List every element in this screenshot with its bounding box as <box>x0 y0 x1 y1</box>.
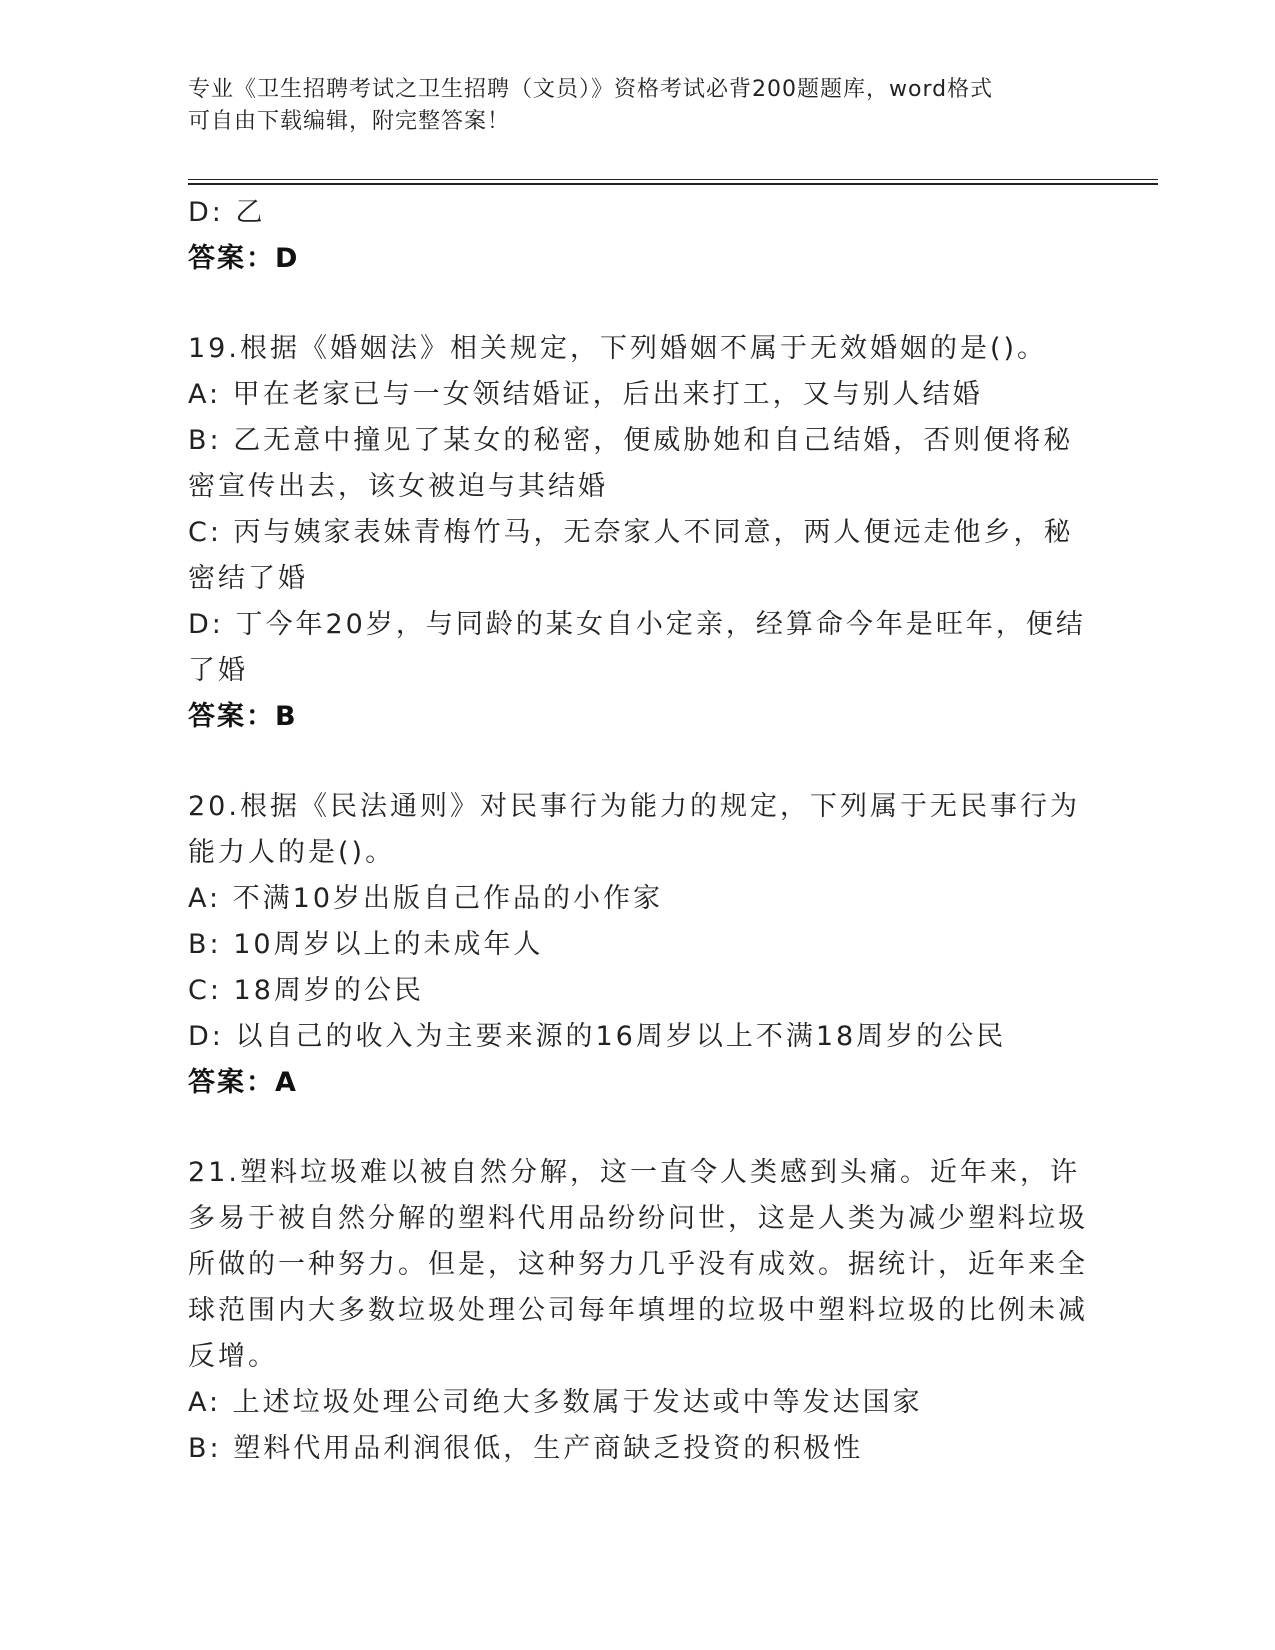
option-a: A: 甲在老家已与一女领结婚证，后出来打工，又与别人结婚 <box>188 379 983 410</box>
option-c: C: 18周岁的公民 <box>188 975 424 1006</box>
option-c: C: 丙与姨家表妹青梅竹马，无奈家人不同意，两人便远走他乡，秘密结了婚 <box>188 517 1074 594</box>
option-b: B: 10周岁以上的未成年人 <box>188 929 544 960</box>
option-b: B: 乙无意中撞见了某女的秘密，便威胁她和自己结婚，否则便将秘密宣传出去，该女被迫与其结婚 <box>188 425 1074 502</box>
header-title-line-1: 专业《卫生招聘考试之卫生招聘（文员）》资格考试必背200题题库，word格式 <box>188 77 994 102</box>
option-a: A: 上述垃圾处理公司绝大多数属于发达或中等发达国家 <box>188 1387 923 1418</box>
question-text: 21.塑料垃圾难以被自然分解，这一直令人类感到头痛。近年来，许多易于被自然分解的塑料代用品纷纷问世，这是人类为减少塑料垃圾所做的一种努力。但是，这种努力几乎没有成效。据统计，近年来全球范围内大多数垃圾处理公司每年填埋的垃圾中塑料垃圾的比例未减反增。 <box>188 1157 1088 1372</box>
question-block-20 <box>188 784 1088 1106</box>
question-text: 19.根据《婚姻法》相关规定，下列婚姻不属于无效婚姻的是()。 <box>188 333 1048 364</box>
header-divider-thin <box>188 179 1158 180</box>
page-header <box>188 74 1088 138</box>
question-block-previous <box>188 190 1088 282</box>
question-block-19 <box>188 326 1088 740</box>
option-d: D: 乙 <box>188 197 266 228</box>
option-a: A: 不满10岁出版自己作品的小作家 <box>188 883 664 914</box>
option-d: D: 丁今年20岁，与同龄的某女自小定亲，经算命今年是旺年，便结了婚 <box>188 609 1086 686</box>
question-content <box>188 190 1088 1472</box>
header-divider-thick <box>188 183 1158 185</box>
question-block-21 <box>188 1150 1088 1472</box>
answer-line: 答案：A <box>188 1067 298 1098</box>
header-title-line-2: 可自由下载编辑，附完整答案！ <box>188 109 511 134</box>
answer-line: 答案：D <box>188 243 300 274</box>
option-b: B: 塑料代用品利润很低，生产商缺乏投资的积极性 <box>188 1433 864 1464</box>
question-text: 20.根据《民法通则》对民事行为能力的规定，下列属于无民事行为能力人的是()。 <box>188 791 1080 868</box>
answer-line: 答案：B <box>188 701 298 732</box>
option-d: D: 以自己的收入为主要来源的16周岁以上不满18周岁的公民 <box>188 1021 1007 1052</box>
